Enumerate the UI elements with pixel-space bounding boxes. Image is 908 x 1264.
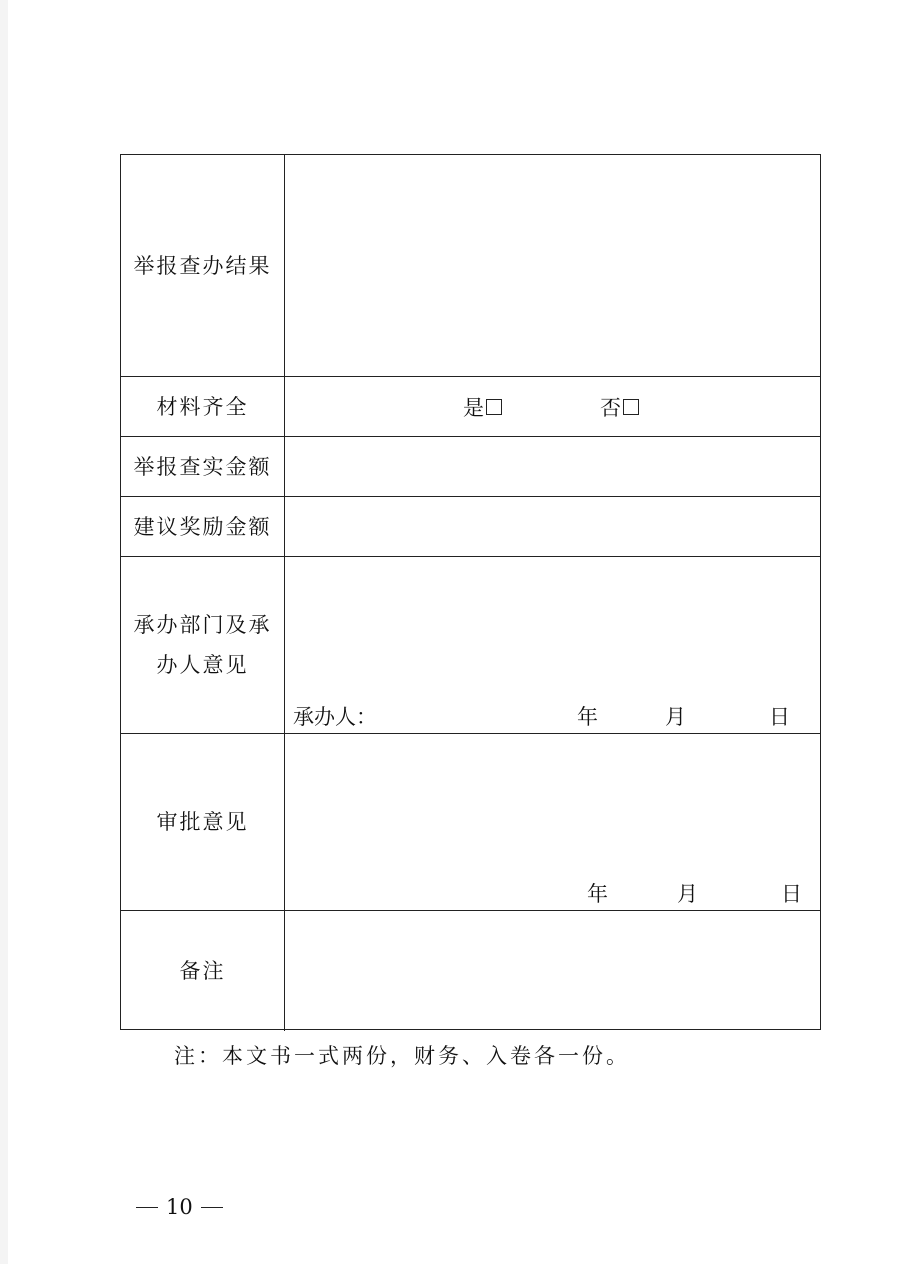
page-dash-left <box>136 1207 158 1208</box>
dept-opinion-label: 承办部门及承办人意见 <box>121 557 285 733</box>
row-result <box>121 155 820 376</box>
reward-amount-field[interactable] <box>285 497 820 556</box>
dept-opinion-field[interactable] <box>285 557 820 733</box>
row-reward-amount <box>121 496 820 556</box>
row-materials <box>121 376 820 436</box>
page-number-value: 10 <box>166 1195 193 1219</box>
approval-month-label: 月 <box>677 882 698 906</box>
form-table <box>120 154 821 1030</box>
verified-amount-field[interactable] <box>285 437 820 496</box>
row-approval <box>121 733 820 910</box>
row-verified-amount <box>121 436 820 496</box>
row-dept-opinion <box>121 556 820 733</box>
dept-year-label: 年 <box>577 705 598 729</box>
row-remarks <box>121 910 820 1031</box>
approval-year-label: 年 <box>587 882 608 906</box>
result-field[interactable] <box>285 155 820 376</box>
materials-yes-checkbox[interactable] <box>486 399 502 415</box>
materials-no-label: 否 <box>600 395 621 420</box>
materials-no-option[interactable] <box>600 392 639 422</box>
approval-label: 审批意见 <box>121 734 285 910</box>
materials-label: 材料齐全 <box>121 377 285 436</box>
dept-month-label: 月 <box>665 705 686 729</box>
dept-day-label: 日 <box>769 705 790 729</box>
page-dash-right <box>201 1207 223 1208</box>
materials-yes-label: 是 <box>463 395 484 420</box>
materials-field <box>285 377 820 436</box>
approval-field[interactable] <box>285 734 820 910</box>
materials-no-checkbox[interactable] <box>623 399 639 415</box>
page-number <box>128 1195 231 1219</box>
materials-yes-option[interactable] <box>463 392 502 422</box>
approval-day-label: 日 <box>781 882 802 906</box>
reward-amount-label: 建议奖励金额 <box>121 497 285 556</box>
document-page <box>8 0 908 1264</box>
result-label: 举报查办结果 <box>121 155 285 376</box>
remarks-label: 备注 <box>121 911 285 1031</box>
handler-label: 承办人： <box>293 705 377 729</box>
remarks-field[interactable] <box>285 911 820 1031</box>
verified-amount-label: 举报查实金额 <box>121 437 285 496</box>
footnote: 注：本文书一式两份，财务、入卷各一份。 <box>174 1044 630 1068</box>
